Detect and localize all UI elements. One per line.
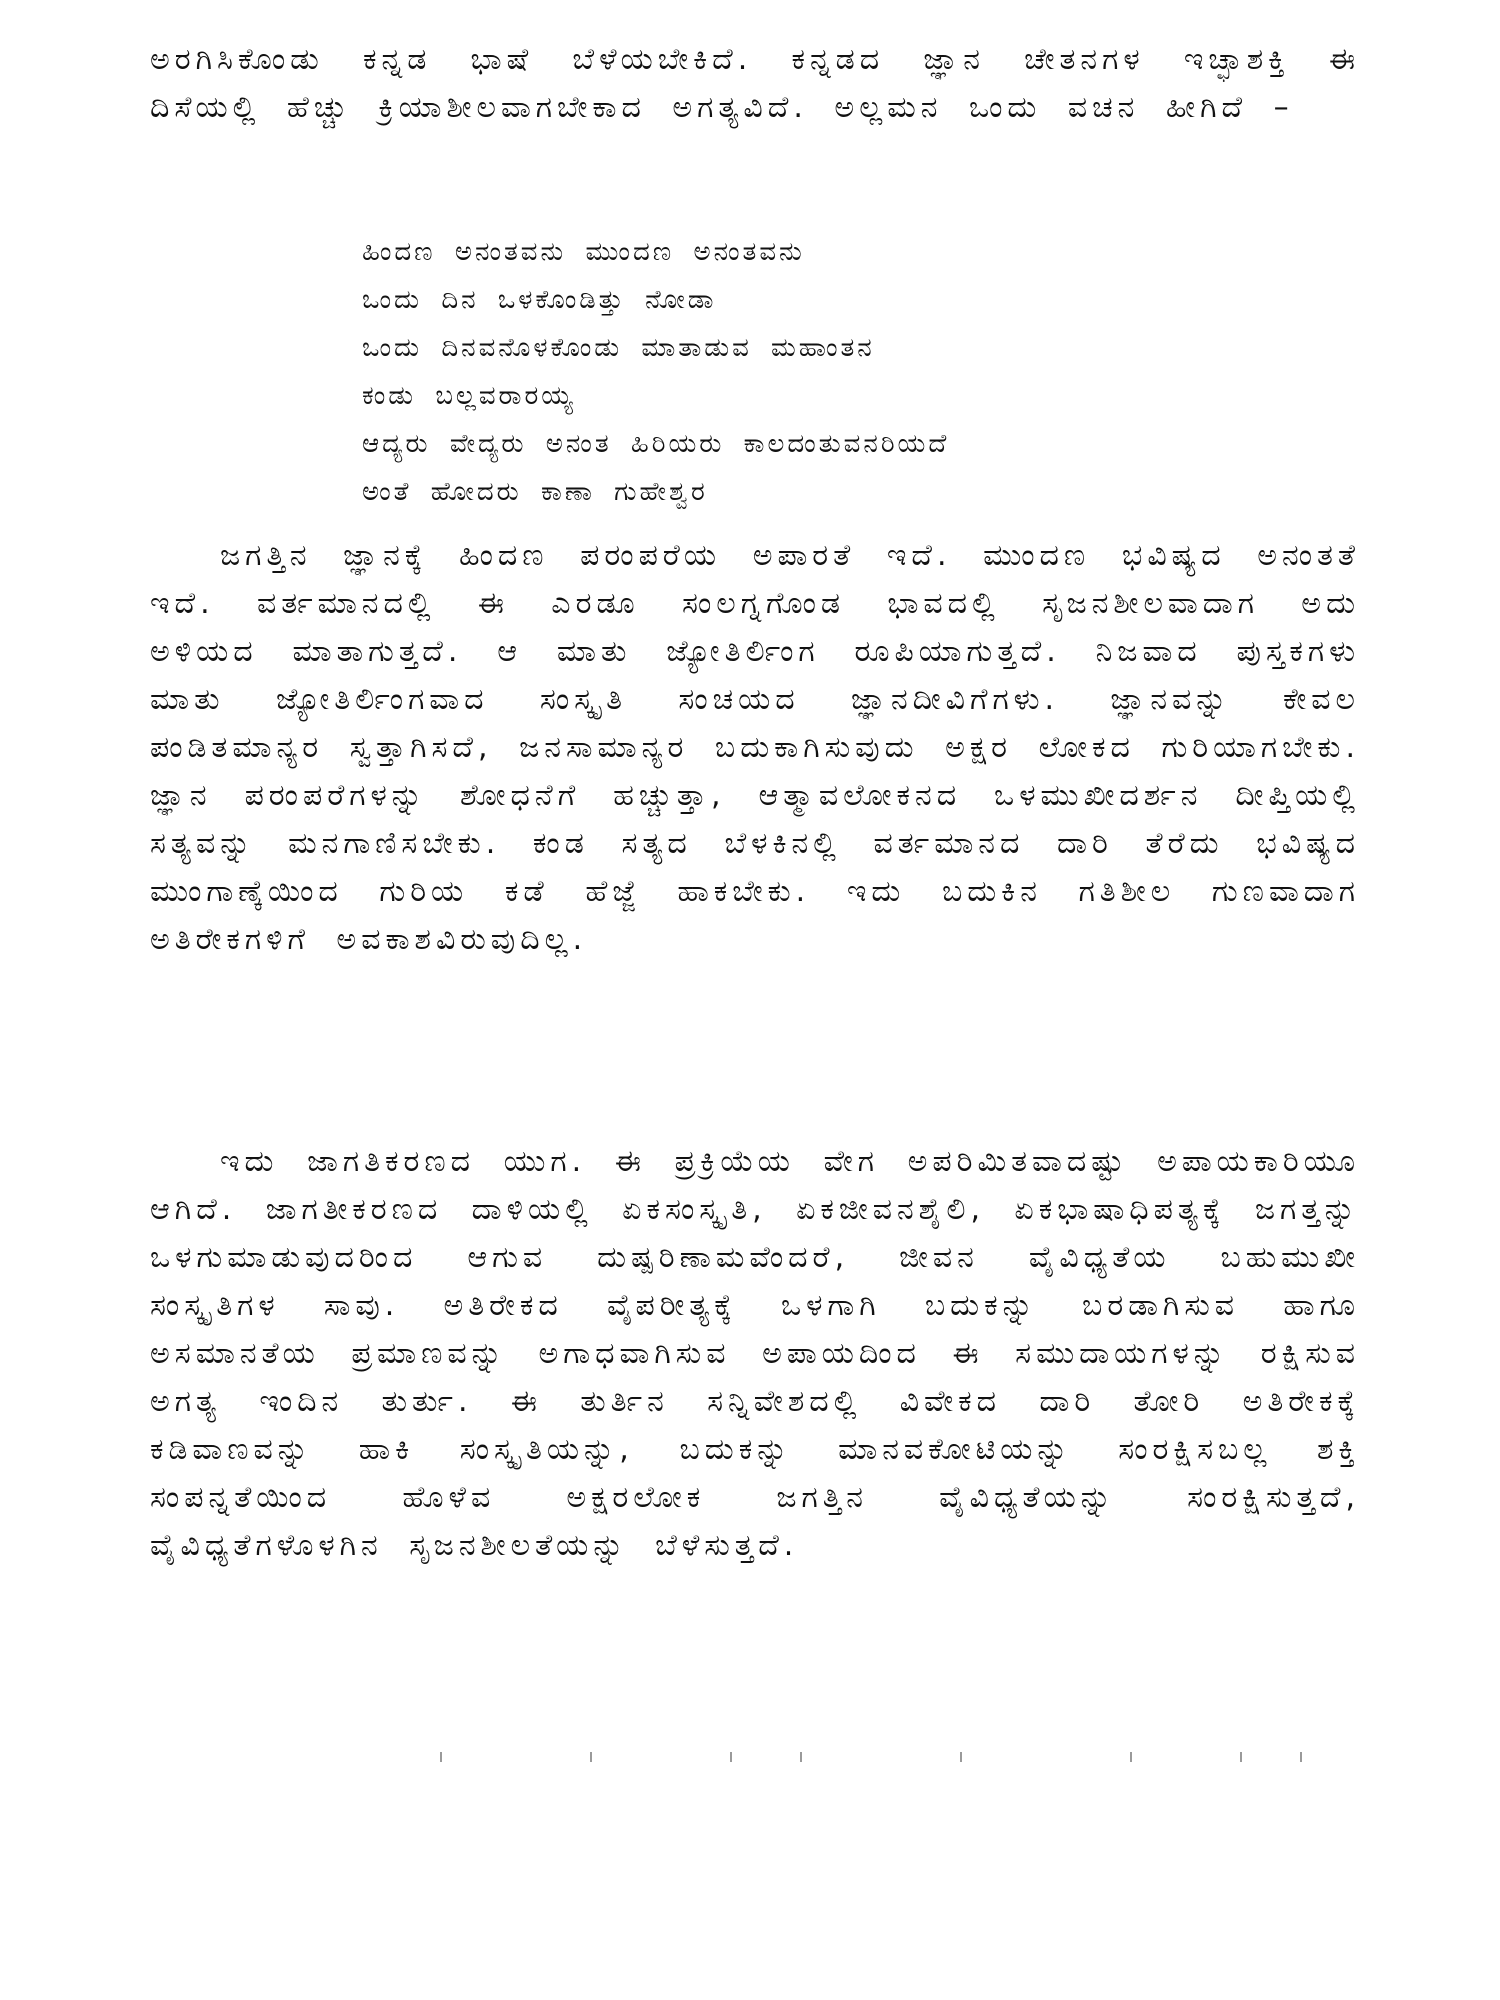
vachana-line: ಒಂದು ದಿನ ಒಳಕೊಂಡಿತ್ತು ನೋಡಾ [362,285,717,315]
scan-mark [590,1752,592,1762]
vachana-block [362,228,1262,516]
paragraph-third: ಇದು ಜಾಗತಿಕರಣದ ಯುಗ. ಈ ಪ್ರಕ್ರಿಯೆಯ ವೇಗ ಅಪರಿಮಿತವಾದಷ್ಟು ಅಪಾಯಕಾರಿಯೂ ಆಗಿದೆ. ಜಾಗತೀಕರಣದ ದಾಳಿಯಲ್ಲಿ ಏಕಸಂಸ್ಕೃತಿ, ಏಕಜೀವನಶೈಲಿ, ಏಕಭಾಷಾಧಿಪತ್ಯಕ್ಕೆ ಜಗತ್ತನ್ನು ಒಳಗುಮಾಡುವುದರಿಂದ ಆಗುವ ದುಷ್ಪರಿಣಾಮವೆಂದರೆ, ಜೀವನ ವೈವಿಧ್ಯತೆಯ ಬಹುಮುಖೀ ಸಂಸ್ಕೃತಿಗಳ ಸಾವು. ಅತಿರೇಕದ ವೈಪರೀತ್ಯಕ್ಕೆ ಒಳಗಾಗಿ ಬದುಕನ್ನು ಬರಡಾಗಿಸುವ ಹಾಗೂ ಅಸಮಾನತೆಯ ಪ್ರಮಾಣವನ್ನು ಅಗಾಧವಾಗಿಸುವ ಅಪಾಯದಿಂದ ಈ ಸಮುದಾಯಗಳನ್ನು ರಕ್ಷಿಸುವ ಅಗತ್ಯ ಇಂದಿನ ತುರ್ತು. ಈ ತುರ್ತಿನ ಸನ್ನಿವೇಶದಲ್ಲಿ ವಿವೇಕದ ದಾರಿ ತೋರಿ ಅತಿರೇಕಕ್ಕೆ ಕಡಿವಾಣವನ್ನು ಹಾಕಿ ಸಂಸ್ಕೃತಿಯನ್ನು, ಬದುಕನ್ನು ಮಾನವಕೋಟಿಯನ್ನು ಸಂರಕ್ಷಿಸಬಲ್ಲ ಶಕ್ತಿ ಸಂಪನ್ನತೆಯಿಂದ ಹೊಳೆವ ಅಕ್ಷರಲೋಕ ಜಗತ್ತಿನ ವೈವಿಧ್ಯತೆಯನ್ನು ಸಂರಕ್ಷಿಸುತ್ತದೆ, ವೈವಿಧ್ಯತೆಗಳೊಳಗಿನ ಸೃಜನಶೀಲತೆಯನ್ನು ಬೆಳೆಸುತ್ತದೆ. [150,1144,1360,1563]
vachana-line: ಒಂದು ದಿನವನೊಳಕೊಂಡು ಮಾತಾಡುವ ಮಹಾಂತನ [362,333,875,363]
paragraph-second: ಜಗತ್ತಿನ ಜ್ಞಾನಕ್ಕೆ ಹಿಂದಣ ಪರಂಪರೆಯ ಅಪಾರತೆ ಇದೆ. ಮುಂದಣ ಭವಿಷ್ಯದ ಅನಂತತೆ ಇದೆ. ವರ್ತಮಾನದಲ್ಲಿ ಈ ಎರಡೂ ಸಂಲಗ್ನಗೊಂಡ ಭಾವದಲ್ಲಿ ಸೃಜನಶೀಲವಾದಾಗ ಅದು ಅಳಿಯದ ಮಾತಾಗುತ್ತದೆ. ಆ ಮಾತು ಜ್ಯೋತಿರ್ಲಿಂಗ ರೂಪಿಯಾಗುತ್ತದೆ. ನಿಜವಾದ ಪುಸ್ತಕಗಳು ಮಾತು ಜ್ಯೋತಿರ್ಲಿಂಗವಾದ ಸಂಸ್ಕೃತಿ ಸಂಚಯದ ಜ್ಞಾನದೀವಿಗೆಗಳು. ಜ್ಞಾನವನ್ನು ಕೇವಲ ಪಂಡಿತಮಾನ್ಯರ ಸ್ವತ್ತಾಗಿಸದೆ, ಜನಸಾಮಾನ್ಯರ ಬದುಕಾಗಿಸುವುದು ಅಕ್ಷರ ಲೋಕದ ಗುರಿಯಾಗಬೇಕು. ಜ್ಞಾನ ಪರಂಪರೆಗಳನ್ನು ಶೋಧನೆಗೆ ಹಚ್ಚುತ್ತಾ, ಆತ್ಮಾವಲೋಕನದ ಒಳಮುಖೀದರ್ಶನ ದೀಪ್ತಿಯಲ್ಲಿ ಸತ್ಯವನ್ನು ಮನಗಾಣಿಸಬೇಕು. ಕಂಡ ಸತ್ಯದ ಬೆಳಕಿನಲ್ಲಿ ವರ್ತಮಾನದ ದಾರಿ ತೆರೆದು ಭವಿಷ್ಯದ ಮುಂಗಾಣ್ಕೆಯಿಂದ ಗುರಿಯ ಕಡೆ ಹೆಜ್ಜೆ ಹಾಕಬೇಕು. ಇದು ಬದುಕಿನ ಗತಿಶೀಲ ಗುಣವಾದಾಗ ಅತಿರೇಕಗಳಿಗೆ ಅವಕಾಶವಿರುವುದಿಲ್ಲ. [150,538,1360,957]
scan-mark [800,1752,802,1762]
vachana-line: ಆದ್ಯರು ವೇದ್ಯರು ಅನಂತ ಹಿರಿಯರು ಕಾಲದಂತುವನರಿಯದೆ [362,429,950,459]
scan-mark [1240,1752,1242,1762]
vachana-line: ಅಂತೆ ಹೋದರು ಕಾಣಾ ಗುಹೇಶ್ವರ [362,477,708,507]
scan-mark [730,1752,732,1762]
scan-mark [960,1752,962,1762]
vachana-line: ಕಂಡು ಬಲ್ಲವರಾರಯ್ಯ [362,381,576,411]
scan-mark [1300,1752,1302,1762]
scan-mark [1130,1752,1132,1762]
paragraph-intro: ಅರಗಿಸಿಕೊಂಡು ಕನ್ನಡ ಭಾಷೆ ಬೆಳೆಯಬೇಕಿದೆ. ಕನ್ನಡದ ಜ್ಞಾನ ಚೇತನಗಳ ಇಚ್ಛಾಶಕ್ತಿ ಈ ದಿಸೆಯಲ್ಲಿ ಹೆಚ್ಚು ಕ್ರಿಯಾಶೀಲವಾಗಬೇಕಾದ ಅಗತ್ಯವಿದೆ. ಅಲ್ಲಮನ ಒಂದು ವಚನ ಹೀಗಿದೆ – [150,42,1360,125]
scan-artifact-line [440,1752,1340,1764]
vachana-line: ಹಿಂದಣ ಅನಂತವನು ಮುಂದಣ ಅನಂತವನು [362,237,805,267]
scan-mark [440,1752,442,1762]
